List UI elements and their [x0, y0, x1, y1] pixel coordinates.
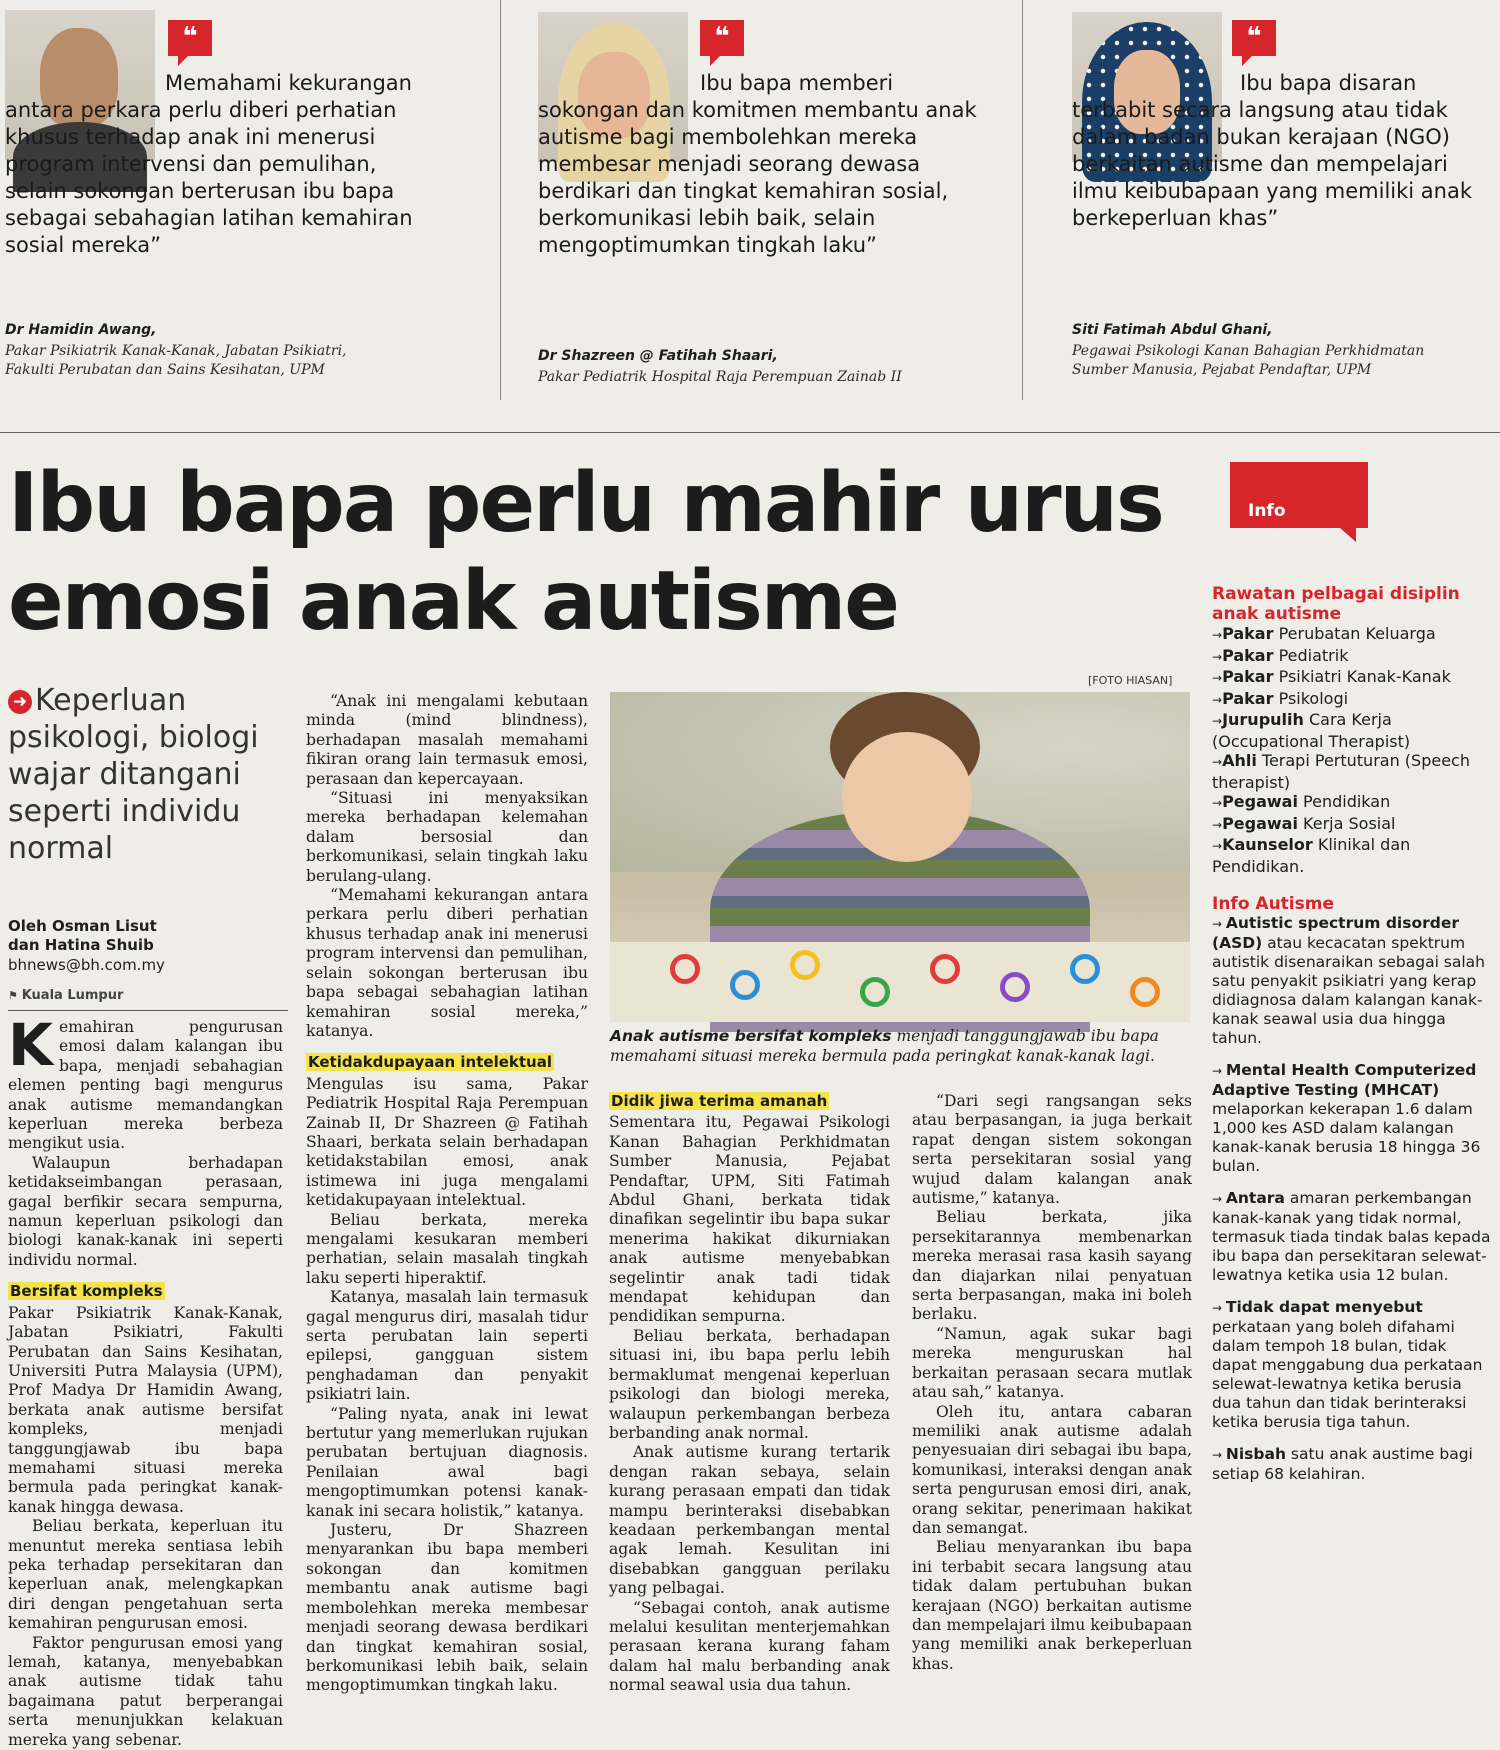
article-photo: [610, 692, 1190, 1022]
sidebar-heading: Rawatan pelbagai disiplin anak autisme: [1212, 584, 1460, 624]
paragraph: Faktor pengurusan emosi yang lemah, katanya, menyebabkan anak autisme tidak tahu bagaimana patut berperangai serta menunjukkan kelakuan mereka yang sebenar.: [8, 1633, 283, 1749]
list-item: → Pegawai Pendidikan: [1212, 792, 1494, 814]
paragraph: “Memahami kekurangan antara perkara perlu diberi perhatian khusus terhadap anak ini menerusi program intervensi dan pemulihan, selain sokongan berterusan ibu bapa sebagai sebahagian latihan kemahiran sosial mereka,” katanya.: [306, 886, 588, 1040]
kicker-text: Keperluan psikologi, biologi wajar ditangani seperti individu normal: [8, 683, 259, 866]
quote-text: Ibu bapa memberi sokongan dan komitmen membantu anak autisme bagi membolehkan mereka membesar menjadi seorang dewasa berdikari dan tingkat kemahiran sosial, berkomunikasi lebih baik, selain mengoptimumkan tingkah laku”: [538, 71, 977, 257]
byline-email: bhnews@bh.com.my: [8, 956, 165, 974]
list-item: → Pakar Psikologi: [1212, 689, 1494, 711]
treatment-list: [1212, 624, 1494, 876]
quote-icon: ❝: [1232, 20, 1276, 56]
paragraph: emahiran pengurusan emosi dalam kalangan ibu bapa, menjadi sebahagian elemen penting bagi mengurus anak autisme memandangkan keperluan mereka berbeza mengikut usia.: [8, 1018, 283, 1153]
paragraph: “Namun, agak sukar bagi mereka menguruskan hal berkaitan perasaan secara mutlak atau sah,” katanya.: [912, 1324, 1192, 1402]
quote-name: Dr Hamidin Awang,: [5, 322, 157, 338]
info-tag: Info: [1230, 462, 1368, 528]
quote-box: [530, 0, 1020, 430]
paragraph: Beliau berkata, mereka mengalami kesukaran memberi perhatian, selain masalah tingkah laku seperti hiperaktif.: [306, 1210, 588, 1287]
quote-box: [1060, 0, 1500, 430]
article-column-2: [306, 692, 588, 1696]
paragraph: “Situasi ini menyaksikan mereka berhadapan kelemahan dalam bersosial dan berkomunikasi, selain tingkah laku berulang-ulang.: [306, 789, 588, 885]
treatment-list-block: [1212, 584, 1494, 876]
quote-box: [0, 0, 500, 430]
list-item: → Nisbah satu anak austime bagi setiap 68 kelahiran.: [1212, 1445, 1494, 1484]
byline: Oleh Osman Lisut dan Hatina Shuib: [8, 917, 157, 954]
quote-text: Ibu bapa disaran terbabit secara langsung atau tidak dalam badan bukan kerajaan (NGO) berkaitan autisme dan mempelajari ilmu keibubapaan yang memiliki anak berkeperluan khas”: [1072, 71, 1472, 230]
list-item: → Pegawai Kerja Sosial: [1212, 814, 1494, 836]
quote-name: Dr Shazreen @ Fatihah Shaari,: [538, 348, 778, 364]
list-item: → Pakar Psikiatri Kanak-Kanak: [1212, 667, 1494, 689]
paragraph: Beliau berkata, jika persekitarannya membenarkan mereka merasai rasa kasih sayang dan diajarkan nilai penyatuan serta berpasangan, maka ini boleh berlaku.: [912, 1208, 1192, 1324]
subheading: Bersifat kompleks: [10, 1282, 163, 1301]
paragraph: Sementara itu, Pegawai Psikologi Kanan Bahagian Perkhidmatan Sumber Manusia, Pejabat Pendaftar, UPM, Siti Fatimah Abdul Ghani, berkata tidak dinafikan segelintir ibu bapa sukar menerima hakikat dikurniakan anak autisme menyebabkan segelintir anak tadi tidak mendapat kehidupan dan pendidikan sempurna.: [609, 1113, 890, 1326]
article-column-1: [8, 1011, 283, 1750]
section-rule: [0, 432, 1500, 433]
list-item: → Antara amaran perkembangan kanak-kanak yang tidak normal, termasuk tiada tindak balas kepada ibu bapa dan persekitaran selewat-lewatnya ketika usia 12 bulan.: [1212, 1189, 1494, 1285]
arrow-icon: ➜: [8, 690, 32, 714]
quote-role: Pakar Pediatrik Hospital Raja Perempuan Zainab II: [538, 369, 902, 385]
paragraph: “Paling nyata, anak ini lewat bertutur yang memerlukan rujukan perubatan bertujuan diagnosis. Penilaian awal bagi mengoptimumkan potensi kanak-kanak ini secara holistik,” katanya.: [306, 1404, 588, 1520]
facts-list: [1212, 914, 1494, 1484]
paragraph: Mengulas isu sama, Pakar Pediatrik Hospital Raja Perempuan Zainab II, Dr Shazreen @ Fatihah Shaari, berkata selain berhadapan ketidakstabilan emosi, anak istimewa ini juga mengalami ketidakupayaan intelektual.: [306, 1074, 588, 1210]
kicker: [8, 682, 278, 867]
list-item: → Pakar Pediatrik: [1212, 646, 1494, 668]
paragraph: Katanya, masalah lain termasuk gagal mengurus diri, masalah tidur serta perubatan lain seperti epilepsi, gangguan sistem penghadaman dan penyakit psikiatri lain.: [306, 1288, 588, 1404]
drop-cap: K: [8, 1011, 53, 1079]
subheading: Didik jiwa terima amanah: [611, 1092, 828, 1110]
photo-credit: [FOTO HIASAN]: [1088, 674, 1173, 687]
column-divider: [1022, 0, 1023, 400]
list-item: → Jurupulih Cara Kerja (Occupational Therapist): [1212, 710, 1494, 751]
list-item: → Tidak dapat menyebut perkataan yang boleh difahami dalam tempoh 18 bulan, tidak dapat menggabung dua perkataan selewat-lewatnya ketika berusia dua tahun dan tidak berinteraksi ketika berusia tiga tahun.: [1212, 1298, 1494, 1432]
paragraph: Oleh itu, antara cabaran memiliki anak autisme adalah penyesuaian diri sebagai ibu bapa, komunikasi, interaksi dengan anak serta pengurusan emosi diri, anak, orang sekitar, penerimaan hakikat dan semangat.: [912, 1402, 1192, 1537]
paragraph: Anak autisme kurang tertarik dengan rakan sebaya, selain kurang perasaan empati dan tidak mampu berinteraksi disebabkan keadaan perkembangan mental agak lemah. Kesulitan ini disebabkan gangguan perilaku yang pelbagai.: [609, 1443, 890, 1598]
subheading: Ketidakdupayaan intelektual: [308, 1053, 552, 1072]
paragraph: Walaupun berhadapan ketidakseimbangan perasaan, gagal berfikir secara sempurna, namun keperluan psikologi dan biologi kanak-kanak ini seperti individu normal.: [8, 1153, 283, 1269]
paragraph: “Anak ini mengalami kebutaan minda (mind blindness), berhadapan masalah memahami fikiran orang lain termasuk emosi, perasaan dan kepercayaan.: [306, 692, 588, 788]
list-item: → Mental Health Computerized Adaptive Testing (MHCAT) melaporkan kekerapan 1.6 dalam 1,000 kes ASD dalam kalangan kanak-kanak berusia 18 hingga 36 bulan.: [1212, 1061, 1494, 1176]
paragraph: “Dari segi rangsangan seks atau berpasangan, ia juga berkait rapat dengan sistem sokongan serta persekitaran sosial yang wujud dalam kalangan anak autisme,” katanya.: [912, 1092, 1192, 1208]
paragraph: Justeru, Dr Shazreen menyarankan ibu bapa memberi sokongan dan komitmen membantu anak autisme bagi membolehkan mereka membesar menjadi seorang dewasa berdikari dan tingkat kemahiran sosial, berkomunikasi lebih baik, selain mengoptimumkan tingkah laku.: [306, 1521, 588, 1695]
list-item: → Autistic spectrum disorder (ASD) atau kecacatan spektrum autistik disenaraikan sebagai salah satu penyakit psikiatri yang kerap didiagnosa dalam kalangan kanak-kanak seawal usia dua hingga tahun.: [1212, 914, 1494, 1048]
paragraph: Beliau berkata, berhadapan situasi ini, ibu bapa perlu lebih bermaklumat mengenai keperluan psikologi dan biologi mereka, walaupun perkembangan berbeza berbanding anak normal.: [609, 1326, 890, 1442]
paragraph: Pakar Psikiatrik Kanak-Kanak, Jabatan Psikiatri, Fakulti Perubatan dan Sains Kesihatan, Universiti Putra Malaysia (UPM), Prof Madya Dr Hamidin Awang, berkata anak autisme bersifat kompleks, menjadi tanggungjawab ibu bapa memahami situasi mereka bermula pada peringkat kanak-kanak hingga dewasa.: [8, 1303, 283, 1516]
sidebar-heading: Info Autisme: [1212, 894, 1334, 914]
quote-role: Pegawai Psikologi Kanan Bahagian Perkhidmatan Sumber Manusia, Pejabat Pendaftar, UPM: [1072, 343, 1425, 378]
paragraph: “Sebagai contoh, anak autisme melalui kesulitan menterjemahkan perasaan kerana kurang faham dalam hal malu berbanding anak normal seawal usia dua tahun.: [609, 1598, 890, 1695]
quote-icon: ❝: [700, 20, 744, 56]
dateline: ⚑ Kuala Lumpur: [8, 988, 123, 1003]
photo-caption: Anak autisme bersifat kompleks menjadi tanggungjawab ibu bapa memahami situasi mereka bermula pada peringkat kanak-kanak lagi.: [610, 1027, 1159, 1065]
quote-role: Pakar Psikiatrik Kanak-Kanak, Jabatan Psikiatri, Fakulti Perubatan dan Sains Kesihatan, UPM: [5, 343, 347, 378]
headline: Ibu bapa perlu mahir urus emosi anak autisme: [8, 456, 1163, 649]
article-column-4: [912, 1092, 1192, 1674]
quote-name: Siti Fatimah Abdul Ghani,: [1072, 322, 1273, 338]
article-column-3: [609, 1092, 890, 1696]
quote-text: Memahami kekurangan antara perkara perlu diberi perhatian khusus terhadap anak ini menerusi program intervensi dan pemulihan, selain sokongan berterusan ibu bapa sebagai sebahagian latihan kemahiran sosial mereka”: [5, 71, 413, 257]
quote-icon: ❝: [168, 20, 212, 56]
list-item: → Kaunselor Klinikal dan Pendidikan.: [1212, 835, 1494, 876]
list-item: → Pakar Perubatan Keluarga: [1212, 624, 1494, 646]
facts-block: [1212, 894, 1494, 1497]
paragraph: Beliau menyarankan ibu bapa ini terbabit secara langsung atau tidak dalam pertubuhan bukan kerajaan (NGO) berkaitan autisme dan mempelajari ilmu keibubapaan yang memiliki anak berkeperluan khas.: [912, 1538, 1192, 1673]
column-divider: [500, 0, 501, 400]
list-item: → Ahli Terapi Pertuturan (Speech therapist): [1212, 751, 1494, 792]
paragraph: Beliau berkata, keperluan itu menuntut mereka sentiasa lebih peka terhadap persekitaran dan keperluan anak, melengkapkan diri dengan pengetahuan serta kemahiran pengurusan emosi.: [8, 1517, 283, 1633]
